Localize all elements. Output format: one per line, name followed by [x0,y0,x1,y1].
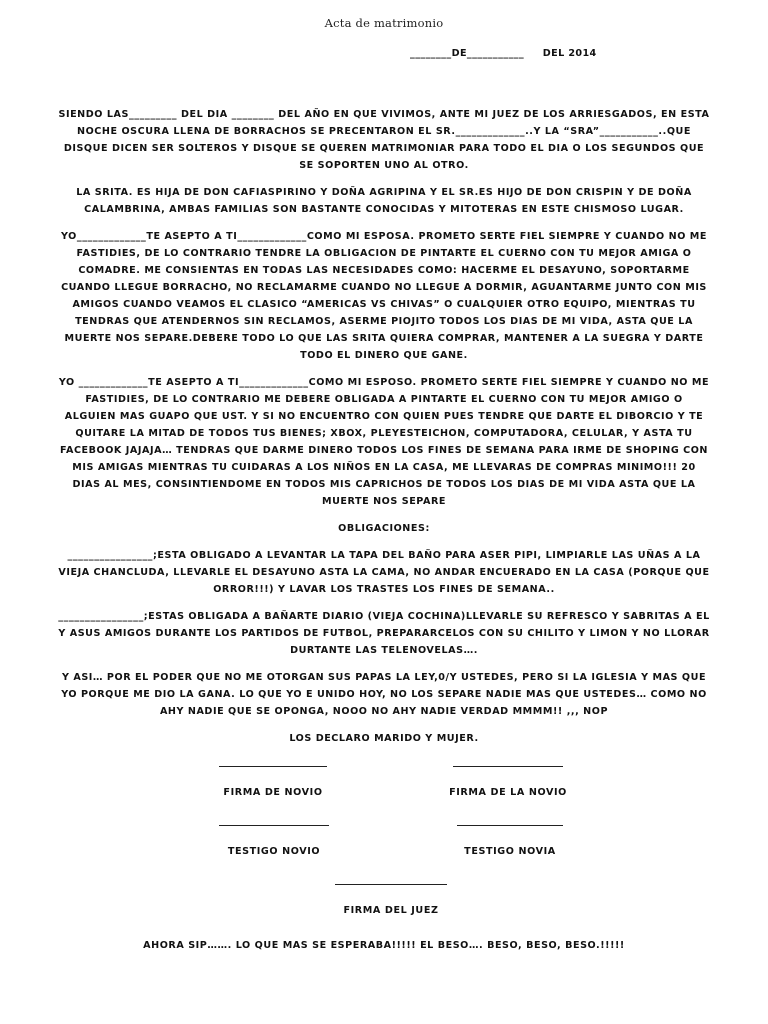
paragraph-groom-vow: YO_____________TE ASEPTO A TI_____________COMO MI ESPOSA. PROMETO SERTE FIEL SIEMPRE Y CUANDO NO ME FASTIDIES, DE LO CONTRARIO TENDRE LA OBLIGACION DE PINTARTE EL CUERNO CON TU MEJOR AMIGA O COMADRE. ME CONSIENTAS EN TODAS LAS NECESIDADES COMO: HACERME EL DESAYUNO, SOPORTARME CUANDO LLEGUE BORRACHO, NO RECLAMARME CUANDO NO LLEGUE A DORMIR, AGUANTARME JUNTO CON MIS AMIGOS CUANDO VEAMOS EL CLASICO “AMERICAS VS CHIVAS” O CUALQUIER OTRO EQUIPO, MIENTRAS TU TENDRAS QUE ATENDERNOS SIN RECLAMOS, ASERME PIOJITO TODOS LOS DIAS DE MI VIDA, ASTA QUE LA MUERTE NOS SEPARE.DEBERE TODO LO QUE LAS SRITA QUIERA COMPRAR, MANTENER A LA SUEGRA Y DARTE TODO EL DINERO QUE GANE. [60,231,707,361]
date-line: ________DE___________ DEL 2014 [410,48,597,59]
signature-block-testigo-novio [164,825,384,857]
signature-label-novia: FIRMA DE LA NOVIO [449,787,567,798]
paragraph-pronouncement: LOS DECLARO MARIDO Y MUJER. [289,733,479,744]
closing-line: AHORA SIP……. LO QUE MAS SE ESPERABA!!!!! EL BESO…. BESO, BESO, BESO.!!!!! [143,940,625,951]
signature-block-testigo-novia [400,825,620,857]
signature-line-testigo-novio [219,825,329,826]
signature-line-juez [335,884,447,885]
obligations-heading: OBLIGACIONES: [338,523,430,534]
signature-label-novio: FIRMA DE NOVIO [223,787,323,798]
paragraph-groom-obligations: ________________;ESTA OBLIGADO A LEVANTAR LA TAPA DEL BAÑO PARA ASER PIPI, LIMPIARLE LAS UÑAS A LA VIEJA CHANCLUDA, LLEVARLE EL DESAYUNO ASTA LA CAMA, NO ANDAR ENCUERADO EN LA CASA (PORQUE QUE ORROR!!!) Y LAVAR LOS TRASTES LOS FINES DE SEMANA.. [58,550,710,595]
document-title: Acta de matrimonio [324,16,444,30]
signature-block-novio [163,766,383,798]
signature-block-juez [281,884,501,916]
paragraph-families: LA SRITA. ES HIJA DE DON CAFIASPIRINO Y DOÑA AGRIPINA Y EL SR.ES HIJO DE DON CRISPIN Y DE DOÑA CALAMBRINA, AMBAS FAMILIAS SON BASTANTE CONOCIDAS Y MITOTERAS EN ESTE CHISMOSO LUGAR. [76,187,692,215]
signature-line-novio [219,766,327,767]
signature-line-novia [453,766,563,767]
paragraph-opening: SIENDO LAS_________ DEL DIA ________ DEL AÑO EN QUE VIVIMOS, ANTE MI JUEZ DE LOS ARRIESGADOS, EN ESTA NOCHE OSCURA LLENA DE BORRACHOS SE PRECENTARON EL SR._____________..Y LA “SRA”___________..QUE DISQUE DICEN SER SOLTEROS Y DISQUE SE QUEREN MATRIMONIAR PARA TODO EL DIA O LOS SEGUNDOS QUE SE SOPORTEN UNO AL OTRO. [58,109,710,171]
signature-block-novia [398,766,618,798]
paragraph-bride-vow: YO _____________TE ASEPTO A TI_____________COMO MI ESPOSO. PROMETO SERTE FIEL SIEMPRE Y CUANDO NO ME FASTIDIES, DE LO CONTRARIO ME DEBERE OBLIGADA A PINTARTE EL CUERNO CON TU MEJOR AMIGO O ALGUIEN MAS GUAPO QUE UST. Y SI NO ENCUENTRO CON QUIEN PUES TENDRE QUE DARTE EL DIBORCIO Y TE QUITARE LA MITAD DE TODOS TUS BIENES; XBOX, PLEYESTEICHON, COMPUTADORA, CELULAR, Y ASTA TU FACEBOOK JAJAJA… TENDRAS QUE DARME DINERO TODOS LOS FINES DE SEMANA PARA IRME DE SHOPING CON MIS AMIGAS MIENTRAS TU CUIDARAS A LOS NIÑOS EN LA CASA, ME LLEVARAS DE COMPRAS MINIMO!!! 20 DIAS AL MES, CONSINTIENDOME EN TODOS MIS CAPRICHOS DE TODOS LOS DIAS DE MI VIDA ASTA QUE LA MUERTE NOS SEPARE [58,377,710,507]
signature-label-testigo-novia: TESTIGO NOVIA [464,846,556,857]
document-body [58,106,710,757]
paragraph-bride-obligations: ________________;ESTAS OBLIGADA A BAÑARTE DIARIO (VIEJA COCHINA)LLEVARLE SU REFRESCO Y SABRITAS A EL Y ASUS AMIGOS DURANTE LOS PARTIDOS DE FUTBOL, PREPARARCELOS CON SU CHILITO Y LIMON Y NO LLORAR DURTANTE LAS TELENOVELAS…. [58,611,710,656]
signature-label-juez: FIRMA DEL JUEZ [343,905,439,916]
signature-line-testigo-novia [457,825,563,826]
paragraph-declaration: Y ASI… POR EL PODER QUE NO ME OTORGAN SUS PAPAS LA LEY,0/Y USTEDES, PERO SI LA IGLESIA Y MAS QUE YO PORQUE ME DIO LA GANA. LO QUE YO E UNIDO HOY, NO LOS SEPARE NADIE MAS QUE USTEDES… COMO NO AHY NADIE QUE SE OPONGA, NOOO NO AHY NADIE VERDAD MMMM!! ,,, NOP [61,672,707,717]
signature-label-testigo-novio: TESTIGO NOVIO [227,846,321,857]
